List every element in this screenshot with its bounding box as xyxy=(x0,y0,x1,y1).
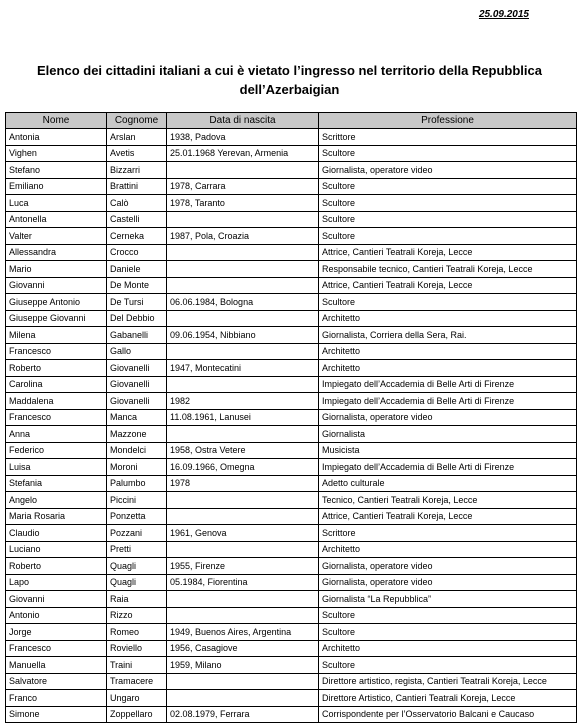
cell-data-di-nascita xyxy=(167,162,319,179)
cell-cognome: De Tursi xyxy=(107,294,167,311)
cell-nome: Anna xyxy=(6,426,107,443)
cell-professione: Tecnico, Cantieri Teatrali Koreja, Lecce xyxy=(319,492,577,509)
cell-cognome: Bizzarri xyxy=(107,162,167,179)
cell-data-di-nascita xyxy=(167,492,319,509)
cell-professione: Giornalista, operatore video xyxy=(319,574,577,591)
cell-data-di-nascita xyxy=(167,343,319,360)
cell-data-di-nascita: 11.08.1961, Lanusei xyxy=(167,409,319,426)
cell-cognome: Raia xyxy=(107,591,167,608)
cell-nome: Giuseppe Antonio xyxy=(6,294,107,311)
cell-nome: Luisa xyxy=(6,459,107,476)
cell-professione: Scultore xyxy=(319,211,577,228)
cell-professione: Responsabile tecnico, Cantieri Teatrali Koreja, Lecce xyxy=(319,261,577,278)
cell-data-di-nascita: 1938, Padova xyxy=(167,129,319,146)
citizens-table xyxy=(5,112,577,723)
cell-professione: Architetto xyxy=(319,360,577,377)
cell-nome: Luca xyxy=(6,195,107,212)
cell-data-di-nascita: 1982 xyxy=(167,393,319,410)
cell-nome: Carolina xyxy=(6,376,107,393)
table-row xyxy=(6,475,577,492)
document-title: Elenco dei cittadini italiani a cui è vietato l’ingresso nel territorio della Repubblica dell’Azerbaigian xyxy=(37,63,542,97)
table-row xyxy=(6,673,577,690)
table-row xyxy=(6,145,577,162)
cell-professione: Direttore artistico, regista, Cantieri Teatrali Koreja, Lecce xyxy=(319,673,577,690)
table-row xyxy=(6,409,577,426)
table-row xyxy=(6,706,577,723)
cell-cognome: Giovanelli xyxy=(107,393,167,410)
table-row xyxy=(6,442,577,459)
cell-cognome: Crocco xyxy=(107,244,167,261)
cell-professione: Impiegato dell’Accademia di Belle Arti di Firenze xyxy=(319,459,577,476)
cell-professione: Architetto xyxy=(319,343,577,360)
cell-professione: Scrittore xyxy=(319,525,577,542)
cell-cognome: Calò xyxy=(107,195,167,212)
cell-professione: Attrice, Cantieri Teatrali Koreja, Lecce xyxy=(319,244,577,261)
table-row xyxy=(6,426,577,443)
cell-data-di-nascita: 06.06.1984, Bologna xyxy=(167,294,319,311)
table-body xyxy=(6,129,577,723)
cell-data-di-nascita: 1978, Carrara xyxy=(167,178,319,195)
cell-professione: Scultore xyxy=(319,294,577,311)
cell-cognome: De Monte xyxy=(107,277,167,294)
cell-data-di-nascita: 1949, Buenos Aires, Argentina xyxy=(167,624,319,641)
table-row xyxy=(6,607,577,624)
table-row xyxy=(6,228,577,245)
cell-nome: Franco xyxy=(6,690,107,707)
cell-nome: Lapo xyxy=(6,574,107,591)
cell-data-di-nascita: 25.01.1968 Yerevan, Armenia xyxy=(167,145,319,162)
cell-data-di-nascita: 1978, Taranto xyxy=(167,195,319,212)
table-row xyxy=(6,211,577,228)
cell-cognome: Quagli xyxy=(107,558,167,575)
document-date: 25.09.2015 xyxy=(478,9,529,20)
cell-professione: Architetto xyxy=(319,541,577,558)
cell-data-di-nascita: 1947, Montecatini xyxy=(167,360,319,377)
table-row xyxy=(6,261,577,278)
cell-data-di-nascita: 02.08.1979, Ferrara xyxy=(167,706,319,723)
cell-professione: Giornalista, Corriera della Sera, Rai. xyxy=(319,327,577,344)
cell-nome: Manuella xyxy=(6,657,107,674)
cell-nome: Maddalena xyxy=(6,393,107,410)
cell-cognome: Zoppellaro xyxy=(107,706,167,723)
cell-cognome: Moroni xyxy=(107,459,167,476)
table-row xyxy=(6,690,577,707)
header-professione: Professione xyxy=(319,113,577,129)
table-row xyxy=(6,294,577,311)
table-row xyxy=(6,360,577,377)
cell-professione: Scultore xyxy=(319,145,577,162)
cell-nome: Francesco xyxy=(6,343,107,360)
cell-professione: Scultore xyxy=(319,195,577,212)
cell-professione: Giornalista “La Repubblica” xyxy=(319,591,577,608)
cell-professione: Direttore Artistico, Cantieri Teatrali Koreja, Lecce xyxy=(319,690,577,707)
cell-data-di-nascita xyxy=(167,244,319,261)
cell-professione: Giornalista, operatore video xyxy=(319,409,577,426)
cell-nome: Giovanni xyxy=(6,277,107,294)
cell-nome: Vighen xyxy=(6,145,107,162)
cell-cognome: Castelli xyxy=(107,211,167,228)
cell-data-di-nascita: 1956, Casagiove xyxy=(167,640,319,657)
cell-nome: Salvatore xyxy=(6,673,107,690)
table-row xyxy=(6,327,577,344)
cell-cognome: Mondelci xyxy=(107,442,167,459)
cell-cognome: Pozzani xyxy=(107,525,167,542)
cell-data-di-nascita: 1961, Genova xyxy=(167,525,319,542)
cell-data-di-nascita xyxy=(167,261,319,278)
table-row xyxy=(6,508,577,525)
cell-cognome: Cerneka xyxy=(107,228,167,245)
cell-professione: Attrice, Cantieri Teatrali Koreja, Lecce xyxy=(319,277,577,294)
cell-nome: Giuseppe Giovanni xyxy=(6,310,107,327)
cell-cognome: Tramacere xyxy=(107,673,167,690)
cell-cognome: Rizzo xyxy=(107,607,167,624)
cell-professione: Architetto xyxy=(319,310,577,327)
cell-data-di-nascita xyxy=(167,607,319,624)
cell-nome: Emiliano xyxy=(6,178,107,195)
cell-cognome: Palumbo xyxy=(107,475,167,492)
cell-data-di-nascita: 09.06.1954, Nibbiano xyxy=(167,327,319,344)
table-row xyxy=(6,393,577,410)
cell-nome: Stefano xyxy=(6,162,107,179)
cell-data-di-nascita xyxy=(167,277,319,294)
cell-nome: Maria Rosaria xyxy=(6,508,107,525)
cell-data-di-nascita: 1958, Ostra Vetere xyxy=(167,442,319,459)
cell-nome: Milena xyxy=(6,327,107,344)
cell-cognome: Ponzetta xyxy=(107,508,167,525)
cell-nome: Stefania xyxy=(6,475,107,492)
cell-professione: Impiegato dell’Accademia di Belle Arti di Firenze xyxy=(319,376,577,393)
cell-data-di-nascita: 1978 xyxy=(167,475,319,492)
cell-nome: Jorge xyxy=(6,624,107,641)
table-header-row xyxy=(6,113,577,129)
table-row xyxy=(6,492,577,509)
cell-professione: Musicista xyxy=(319,442,577,459)
header-data-di-nascita: Data di nascita xyxy=(167,113,319,129)
cell-data-di-nascita xyxy=(167,211,319,228)
cell-nome: Claudio xyxy=(6,525,107,542)
cell-professione: Attrice, Cantieri Teatrali Koreja, Lecce xyxy=(319,508,577,525)
cell-professione: Corrispondente per l’Osservatorio Balcani e Caucaso xyxy=(319,706,577,723)
table-row xyxy=(6,525,577,542)
table-row xyxy=(6,541,577,558)
table-row xyxy=(6,343,577,360)
cell-cognome: Daniele xyxy=(107,261,167,278)
header-cognome: Cognome xyxy=(107,113,167,129)
table-row xyxy=(6,624,577,641)
cell-cognome: Gallo xyxy=(107,343,167,360)
cell-cognome: Del Debbio xyxy=(107,310,167,327)
cell-professione: Scultore xyxy=(319,607,577,624)
cell-professione: Scultore xyxy=(319,178,577,195)
cell-nome: Simone xyxy=(6,706,107,723)
cell-professione: Giornalista, operatore video xyxy=(319,558,577,575)
table-row xyxy=(6,162,577,179)
cell-data-di-nascita xyxy=(167,591,319,608)
cell-nome: Antonia xyxy=(6,129,107,146)
cell-professione: Scultore xyxy=(319,624,577,641)
table-row xyxy=(6,310,577,327)
table-row xyxy=(6,591,577,608)
cell-nome: Antonio xyxy=(6,607,107,624)
cell-cognome: Manca xyxy=(107,409,167,426)
table-row xyxy=(6,574,577,591)
cell-professione: Scultore xyxy=(319,657,577,674)
table-row xyxy=(6,195,577,212)
table-row xyxy=(6,244,577,261)
table-row xyxy=(6,129,577,146)
table-row xyxy=(6,558,577,575)
cell-cognome: Pretti xyxy=(107,541,167,558)
table-row xyxy=(6,657,577,674)
cell-cognome: Romeo xyxy=(107,624,167,641)
cell-nome: Angelo xyxy=(6,492,107,509)
cell-nome: Francesco xyxy=(6,640,107,657)
table-row xyxy=(6,640,577,657)
cell-nome: Roberto xyxy=(6,558,107,575)
cell-cognome: Piccini xyxy=(107,492,167,509)
cell-professione: Adetto culturale xyxy=(319,475,577,492)
cell-cognome: Giovanelli xyxy=(107,376,167,393)
cell-cognome: Giovanelli xyxy=(107,360,167,377)
cell-data-di-nascita xyxy=(167,541,319,558)
cell-cognome: Roviello xyxy=(107,640,167,657)
cell-cognome: Arslan xyxy=(107,129,167,146)
cell-professione: Giornalista xyxy=(319,426,577,443)
cell-data-di-nascita xyxy=(167,310,319,327)
cell-data-di-nascita: 1955, Firenze xyxy=(167,558,319,575)
cell-cognome: Brattini xyxy=(107,178,167,195)
header-nome: Nome xyxy=(6,113,107,129)
cell-cognome: Traini xyxy=(107,657,167,674)
table-row xyxy=(6,277,577,294)
cell-nome: Antonella xyxy=(6,211,107,228)
cell-cognome: Avetis xyxy=(107,145,167,162)
cell-data-di-nascita xyxy=(167,376,319,393)
cell-nome: Federico xyxy=(6,442,107,459)
cell-professione: Architetto xyxy=(319,640,577,657)
cell-cognome: Ungaro xyxy=(107,690,167,707)
cell-data-di-nascita: 05.1984, Fiorentina xyxy=(167,574,319,591)
cell-professione: Scrittore xyxy=(319,129,577,146)
cell-nome: Allessandra xyxy=(6,244,107,261)
cell-data-di-nascita xyxy=(167,673,319,690)
cell-nome: Giovanni xyxy=(6,591,107,608)
table-row xyxy=(6,178,577,195)
cell-professione: Impiegato dell’Accademia di Belle Arti di Firenze xyxy=(319,393,577,410)
cell-data-di-nascita: 1959, Milano xyxy=(167,657,319,674)
cell-nome: Valter xyxy=(6,228,107,245)
cell-data-di-nascita xyxy=(167,426,319,443)
cell-nome: Francesco xyxy=(6,409,107,426)
cell-data-di-nascita xyxy=(167,690,319,707)
cell-professione: Scultore xyxy=(319,228,577,245)
cell-nome: Roberto xyxy=(6,360,107,377)
cell-nome: Mario xyxy=(6,261,107,278)
table-row xyxy=(6,376,577,393)
cell-cognome: Mazzone xyxy=(107,426,167,443)
cell-professione: Giornalista, operatore video xyxy=(319,162,577,179)
cell-data-di-nascita: 16.09.1966, Omegna xyxy=(167,459,319,476)
cell-cognome: Quagli xyxy=(107,574,167,591)
cell-cognome: Gabanelli xyxy=(107,327,167,344)
cell-data-di-nascita xyxy=(167,508,319,525)
cell-data-di-nascita: 1987, Pola, Croazia xyxy=(167,228,319,245)
table-row xyxy=(6,459,577,476)
cell-nome: Luciano xyxy=(6,541,107,558)
